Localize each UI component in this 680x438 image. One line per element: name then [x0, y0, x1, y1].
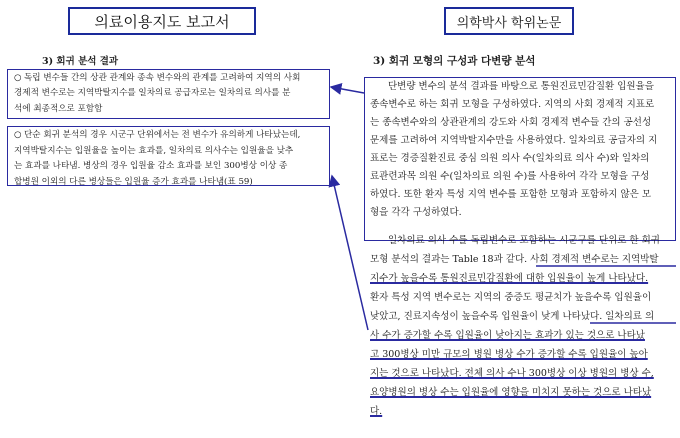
thesis-line: 하였다. 또한 환자 특성 지역 변수를 포함한 모형과 포함하지 않은 모 [370, 189, 651, 200]
right-document-title: 의학박사 학위논문 [444, 7, 574, 35]
note-line: 경제적 변수로는 지역박탈지수를 일차의료 공급자로는 일차의료 의사를 분 [14, 88, 291, 99]
note-line: 합병원 이외의 다른 병상들은 입원율 증가 효과를 나타냄(표 59) [14, 176, 253, 187]
thesis-line: 형을 각각 구성하였다. [370, 207, 462, 218]
thesis-line: 표로는 경증질환진료 중심 의원 의사 수(일차의료 의사 수)와 일차의 [370, 153, 650, 164]
left-section-heading: 3) 회귀 분석 결과 [42, 56, 119, 67]
left-document-title: 의료이용지도 보고서 [68, 7, 256, 35]
thesis-line-underlined: 다. [370, 406, 383, 417]
thesis-line: 모형 분석의 결과는 Table 18과 같다. 사회 경제적 변수로는 지역박탈 [370, 254, 659, 265]
note-line: 석에 최종적으로 포함함 [14, 103, 103, 114]
thesis-line-underlined: 고 300병상 미만 규모의 병원 병상 수가 증가할 수록 입원율이 높아 [370, 349, 648, 360]
right-section-heading: 3) 회귀 모형의 구성과 다변량 분석 [373, 55, 536, 67]
bullet-circle-icon: ○ [14, 73, 22, 83]
note-line: 는 효과를 나타냄. 병상의 경우 입원율 감소 효과를 보인 300병상 이상 종 [14, 161, 288, 172]
thesis-line-underlined: 지는 것으로 나타났다. 전체 의사 수나 300병상 이상 병원의 병상 수, [370, 368, 654, 379]
thesis-line: 료관련과목 의원 수(일차의료 의원 수)를 사용하여 각각 모형을 구성 [370, 171, 650, 182]
bullet-circle-icon: ○ [14, 130, 22, 140]
thesis-line: 문제를 고려하여 지역박탈지수만을 사용하였다. 일차의료 공급자의 지 [370, 135, 658, 146]
arrow-to-note-2 [332, 176, 368, 330]
arrow-to-note-1 [331, 87, 364, 93]
note-line: ○ 독립 변수들 간의 상관 관계와 종속 변수와의 관계를 고려하여 지역의 사회 [14, 71, 325, 86]
thesis-line: 환자 특성 지역 변수로는 지역의 중증도 평균치가 높을수록 입원율이 [370, 292, 652, 303]
thesis-line: 낮았고, 진료지속성이 높을수록 입원율이 낮게 나타났다. 일차의료 의 [370, 311, 655, 322]
thesis-line-underlined: 지수가 높을수록 통원진료민감질환에 대한 입원율이 높게 나타났다. [370, 273, 649, 284]
thesis-line: 종속변수로 하는 회귀 모형을 구성하였다. 지역의 사회 경제적 지표로 [370, 99, 655, 110]
thesis-line: 일차의료 의사 수를 독립변수로 포함하는 시군구를 단위로 한 회귀 [388, 235, 660, 246]
thesis-line-underlined: 요양병원의 병상 수는 입원율에 영향을 미치지 못하는 것으로 나타났 [370, 387, 652, 398]
thesis-line-underlined: 사 수가 증가할 수록 입원율이 낮아지는 효과가 있는 것으로 나타났 [370, 330, 645, 341]
note-line: 지역박탈지수는 입원율을 높이는 효과를, 일차의료 의사수는 입원율을 낮추 [14, 145, 294, 156]
thesis-line: 는 종속변수와의 상관관계의 강도와 사회 경제적 변수들 간의 공선성 [370, 117, 652, 128]
note-line: ○ 단순 회귀 분석의 경우 시군구 단위에서는 전 변수가 유의하게 나타났는데, [14, 128, 325, 144]
thesis-line: 단변량 변수의 분석 결과를 바탕으로 통원진료민감질환 입원율을 [388, 81, 654, 92]
